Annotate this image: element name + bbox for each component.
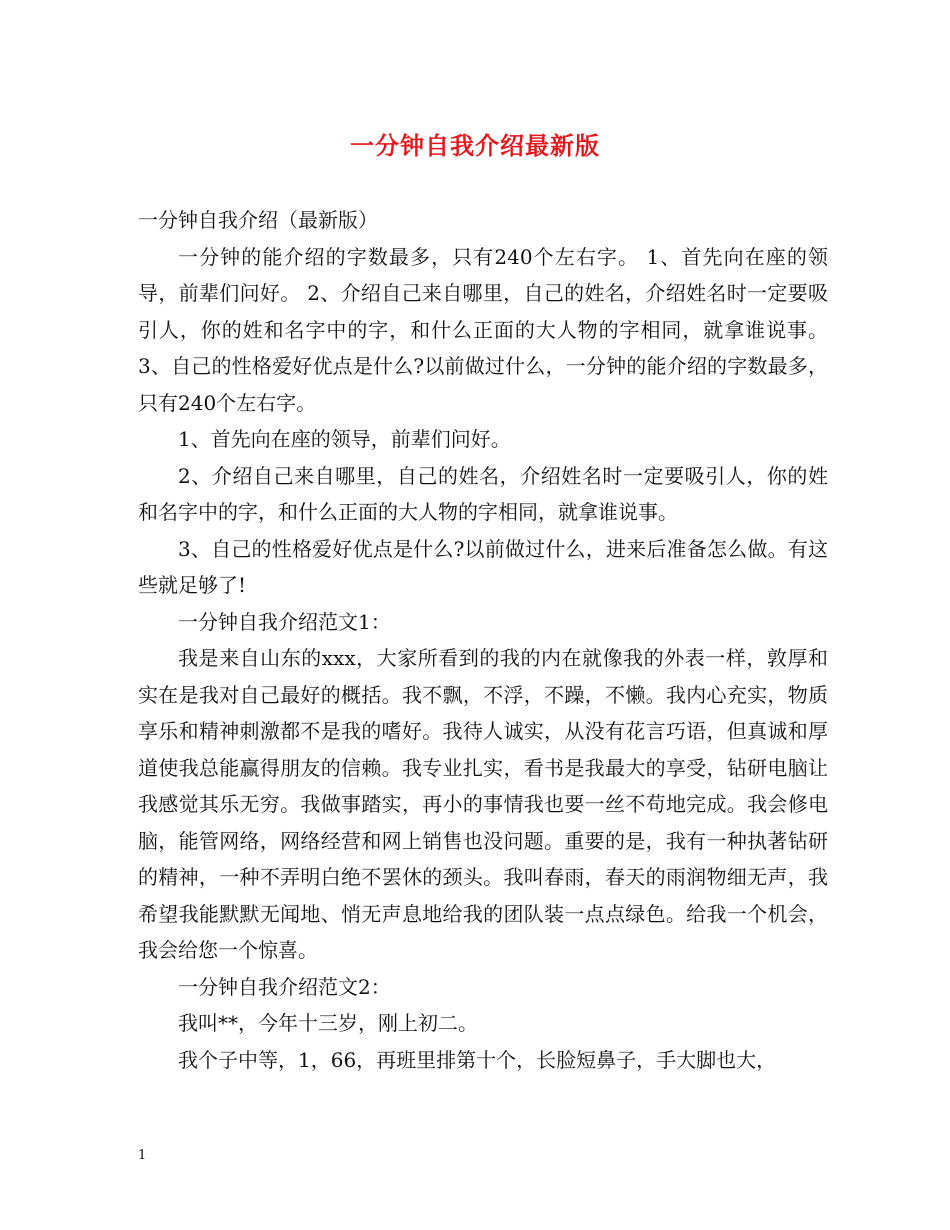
body-paragraph: 2、介绍自己来自哪里，自己的姓名，介绍姓名时一定要吸引人，你的姓和名字中的字，和什么正面的大人物的字相同，就拿谁说事。 xyxy=(138,463,828,524)
subtitle-paragraph: 一分钟自我介绍（最新版） xyxy=(138,208,378,232)
body-paragraph: 3、自己的性格爱好优点是什么?以前做过什么，进来后准备怎么做。有这些就足够了! xyxy=(138,536,828,597)
section-heading: 一分钟自我介绍范文1： xyxy=(178,609,391,634)
document-title: 一分钟自我介绍最新版 xyxy=(350,131,600,160)
body-paragraph: 1、首先向在座的领导，前辈们问好。 xyxy=(178,427,511,451)
document-body xyxy=(138,202,828,1078)
body-paragraph: 我是来自山东的xxx，大家所看到的我的内在就像我的外表一样，敦厚和实在是我对自己最好的概括。我不飘，不浮，不躁，不懒。我内心充实，物质享乐和精神刺激都不是我的嗜好。我待人诚实，从没有花言巧语，但真诚和厚道使我总能赢得朋友的信赖。我专业扎实，看书是我最大的享受，钻研电脑让我感觉其乐无穷。我做事踏实，再小的事情我也要一丝不苟地完成。我会修电脑，能管网络，网络经营和网上销售也没问题。重要的是，我有一种执著钻研的精神，一种不弄明白绝不罢休的颈头。我叫春雨，春天的雨润物细无声，我希望我能默默无闻地、悄无声息地给我的团队装一点点绿色。给我一个机会，我会给您一个惊喜。 xyxy=(138,646,828,962)
body-paragraph: 我叫**，今年十三岁，刚上初二。 xyxy=(178,1011,478,1035)
body-paragraph: 一分钟的能介绍的字数最多，只有240个左右字。 1、首先向在座的领导，前辈们问好。 2、介绍自己来自哪里，自己的姓名，介绍姓名时一定要吸引人，你的姓和名字中的字，和什么正面的大人物的字相同，就拿谁说事。 3、自己的性格爱好优点是什么?以前做过什么，一分钟的能介绍的字数最多，只有240个左右字。 xyxy=(138,244,828,415)
body-paragraph: 我个子中等，1，66，再班里排第十个，长脸短鼻子，手大脚也大， xyxy=(178,1047,777,1072)
page-number: 1 xyxy=(138,1148,147,1163)
section-heading: 一分钟自我介绍范文2： xyxy=(178,974,391,999)
